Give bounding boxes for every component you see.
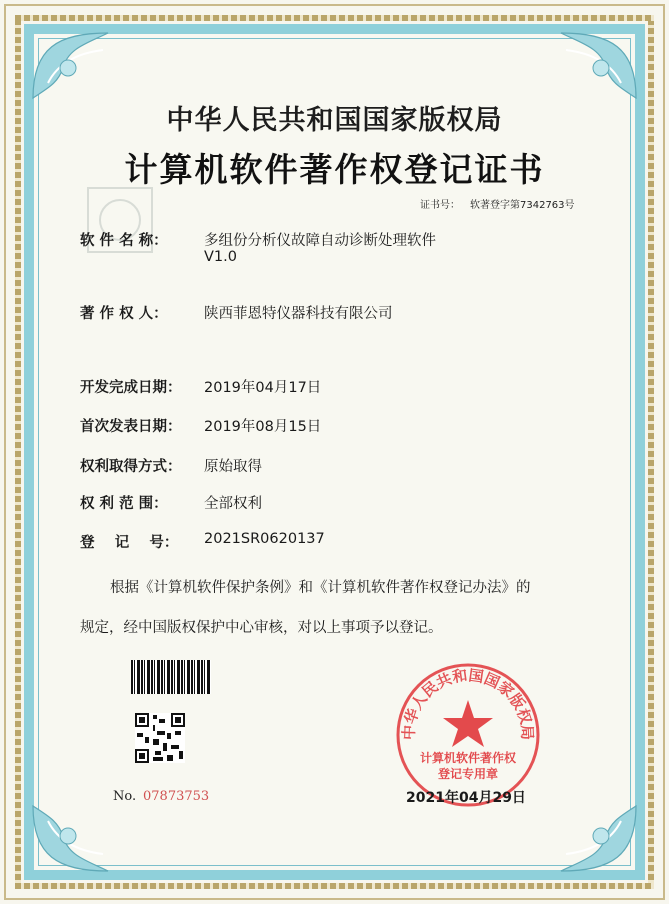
- seal-inner-line-1: 计算机软件著作权: [419, 751, 517, 765]
- issuing-authority: 中华人民共和国国家版权局: [166, 105, 503, 136]
- serial-label: No.: [113, 789, 137, 804]
- barcode-icon: [131, 660, 211, 694]
- cert-no-label: 证书号：: [420, 200, 460, 211]
- field-label: 权 利 范 围：: [80, 496, 168, 512]
- certificate-title: 计算机软件著作权登记证书: [124, 150, 545, 189]
- field-value: 陕西菲恩特仪器科技有限公司: [204, 306, 393, 322]
- field-value-version: V1.0: [204, 249, 237, 265]
- field-label: 著 作 权 人：: [80, 306, 168, 322]
- seal-inner-line-2: 登记专用章: [437, 767, 499, 781]
- field-label: 登 记 号：: [80, 535, 179, 551]
- cert-no-value: 软著登字第7342763号: [470, 200, 575, 211]
- field-value: 2021SR0620137: [204, 531, 325, 547]
- field-label: 首次发表日期：: [80, 419, 182, 435]
- corner-ornament-icon: [28, 796, 148, 876]
- statement-line-2: 规定，经中国版权保护中心审核，对以上事项予以登记。: [80, 620, 443, 636]
- field-value: 2019年04月17日: [204, 380, 322, 396]
- serial-number: 07873753: [143, 789, 210, 804]
- field-value: 原始取得: [204, 459, 262, 475]
- certificate-number: [420, 196, 575, 211]
- statement-line-1: 根据《计算机软件保护条例》和《计算机软件著作权登记办法》的: [110, 580, 531, 596]
- seal-ring-text: 中华人民共和国国家版权局: [399, 666, 537, 741]
- field-label: 软 件 名 称：: [80, 233, 168, 249]
- field-label: 开发完成日期：: [80, 380, 182, 396]
- corner-ornament-icon: [28, 28, 148, 108]
- field-label: 权利取得方式：: [80, 459, 182, 475]
- issue-date: 2021年04月29日: [406, 790, 526, 806]
- field-value: 多组份分析仪故障自动诊断处理软件: [204, 233, 436, 249]
- field-value: 2019年08月15日: [204, 419, 322, 435]
- field-value: 全部权利: [204, 496, 262, 512]
- qr-code-icon: [135, 713, 185, 763]
- corner-ornament-icon: [521, 28, 641, 108]
